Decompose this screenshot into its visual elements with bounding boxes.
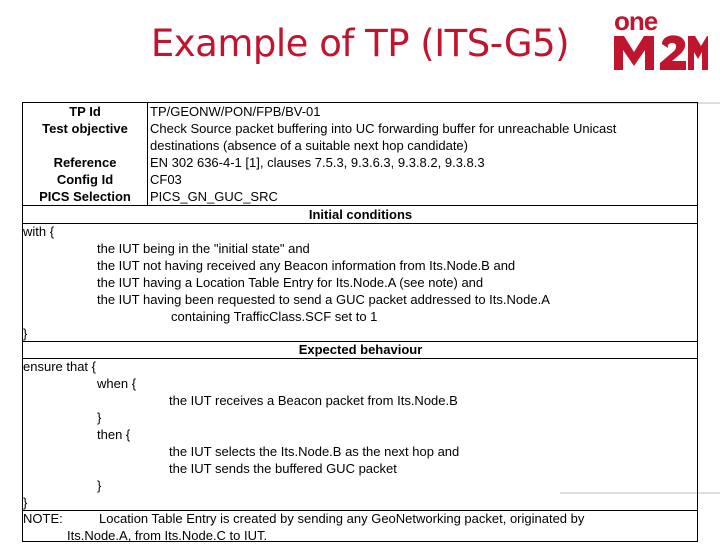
m2m-logo-icon	[612, 32, 708, 72]
row-divider	[23, 223, 697, 224]
tp-id-label: TP Id	[69, 104, 101, 119]
expected-behaviour-line: the IUT selects the Its.Node.B as the next hop and	[169, 444, 460, 459]
tp-id-value: TP/GEONW/PON/FPB/BV-01	[150, 104, 321, 119]
initial-condition-line: the IUT having a Location Table Entry for Its.Node.A (see note) and	[97, 275, 484, 290]
pics-selection-value: PICS_GN_GUC_SRC	[150, 189, 278, 204]
initial-condition-line: with {	[23, 224, 55, 239]
reference-value: EN 302 636-4-1 [1], clauses 7.5.3, 9.3.6.3, 9.3.8.2, 9.3.8.3	[150, 155, 485, 170]
initial-condition-line: }	[23, 326, 28, 341]
expected-behaviour-line: }	[97, 478, 102, 493]
config-id-label: Config Id	[56, 172, 114, 187]
test-purpose-table	[22, 102, 698, 542]
note-text-cont: Its.Node.A, from Its.Node.C to IUT.	[67, 528, 268, 543]
expected-behaviour-line: then {	[97, 427, 131, 442]
expected-behaviour-line: ensure that {	[23, 359, 96, 374]
onem2m-logo	[612, 6, 708, 72]
row-divider	[23, 358, 697, 359]
column-divider	[147, 103, 148, 205]
initial-condition-line: the IUT having been requested to send a GUC packet addressed to Its.Node.A	[97, 292, 550, 307]
test-objective-label: Test objective	[42, 121, 128, 136]
test-objective-value-cont: destinations (absence of a suitable next hop candidate)	[150, 138, 468, 153]
initial-condition-line: the IUT not having received any Beacon information from Its.Node.B and	[97, 258, 516, 273]
note-text: Location Table Entry is created by sending any GeoNetworking packet, originated by	[99, 511, 585, 526]
note-label: NOTE:	[23, 511, 63, 526]
config-id-value: CF03	[150, 172, 182, 187]
test-objective-value: Check Source packet buffering into UC forwarding buffer for unreachable Unicast	[150, 121, 617, 136]
expected-behaviour-line: the IUT receives a Beacon packet from Its.Node.B	[169, 393, 458, 408]
expected-behaviour-heading: Expected behaviour	[298, 342, 423, 357]
slide-title: Example of TP (ITS-G5)	[150, 22, 570, 65]
expected-behaviour-line: when {	[97, 376, 137, 391]
initial-condition-line: the IUT being in the "initial state" and	[97, 241, 310, 256]
initial-conditions-heading: Initial conditions	[308, 207, 413, 222]
pics-selection-label: PICS Selection	[39, 189, 131, 204]
initial-condition-line: containing TrafficClass.SCF set to 1	[171, 309, 378, 324]
expected-behaviour-line: }	[23, 495, 28, 510]
expected-behaviour-line: }	[97, 410, 102, 425]
expected-behaviour-line: the IUT sends the buffered GUC packet	[169, 461, 397, 476]
logo-one-text: one	[614, 6, 658, 36]
reference-label: Reference	[53, 155, 117, 170]
